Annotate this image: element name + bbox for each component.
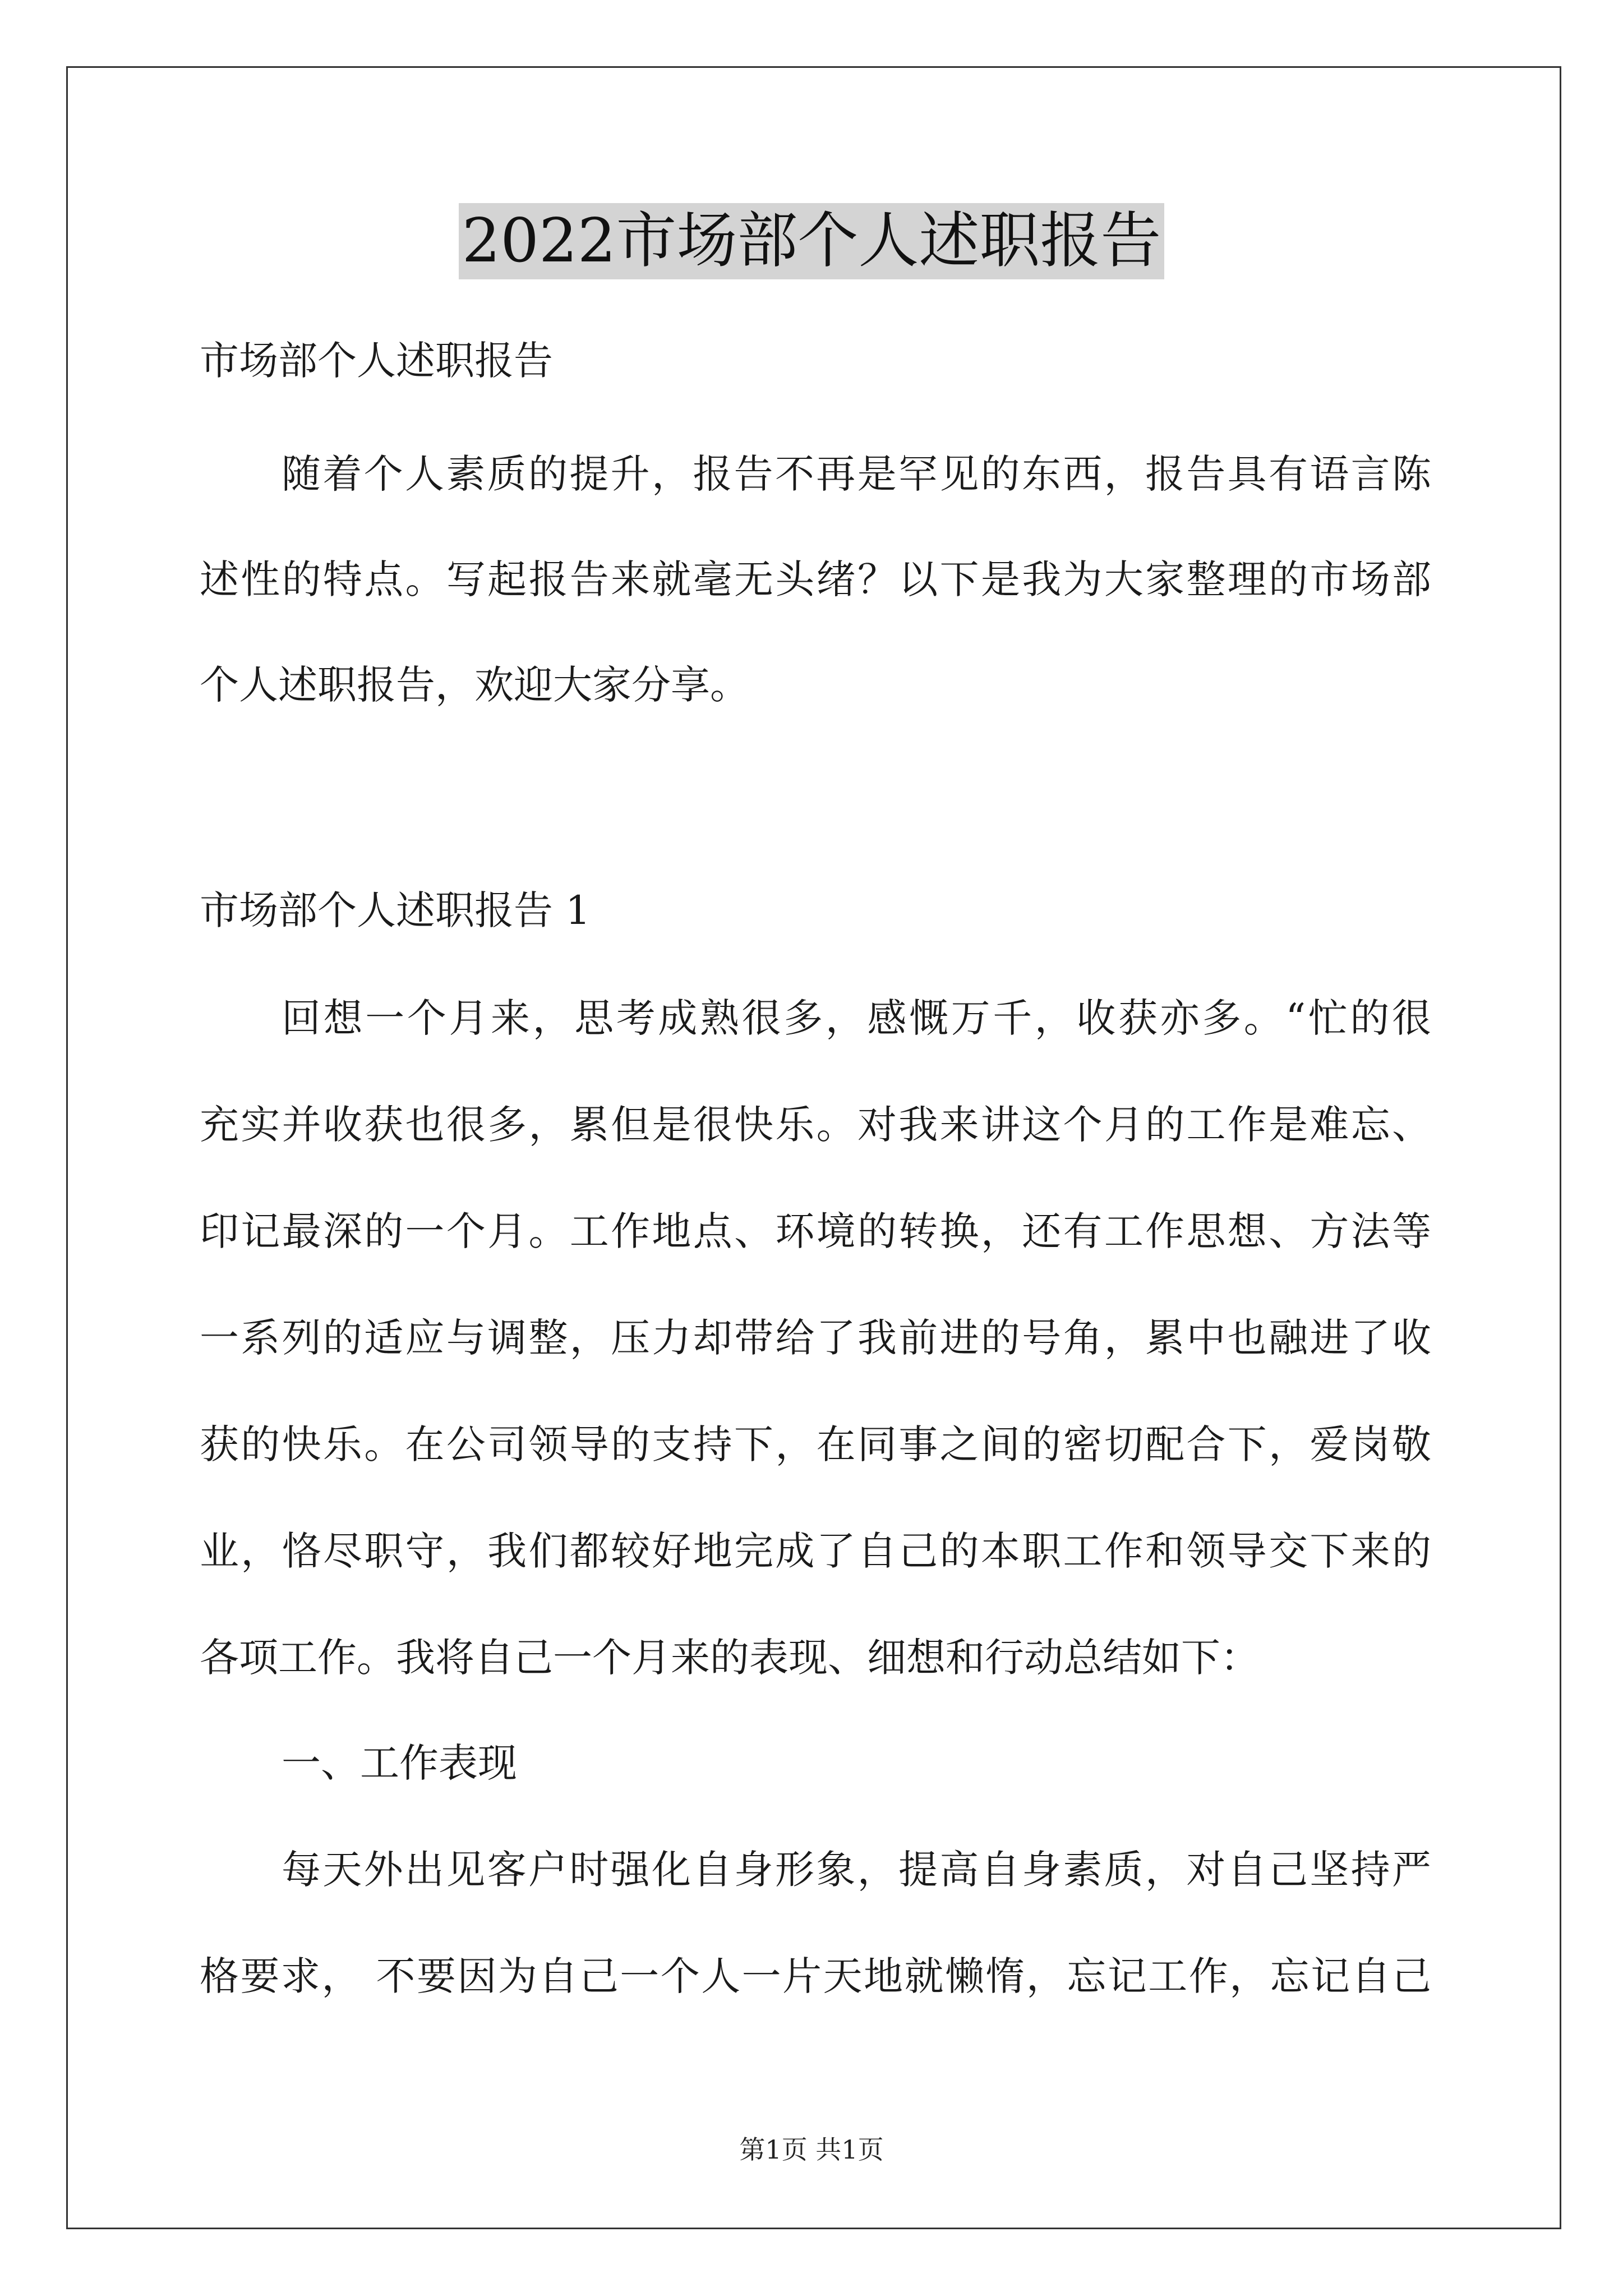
page-footer: 第1页 共1页: [739, 2134, 884, 2165]
body-line-5: 获的快乐。在公司领导的支持下，在同事之间的密切配合下，爱岗敬: [200, 1421, 1431, 1467]
para2-line-2: 格要求， 不要因为自己一个人一片天地就懒惰，忘记工作，忘记自己: [200, 1953, 1431, 1999]
intro-line-1: 随着个人素质的提升，报告不再是罕见的东西，报告具有语言陈: [282, 451, 1431, 497]
heading-work-performance: 一、工作表现: [282, 1740, 517, 1786]
title-container: [0, 203, 1623, 279]
document-title: 2022市场部个人述职报告: [459, 203, 1165, 279]
intro-line-2: 述性的特点。写起报告来就毫无头绪？以下是我为大家整理的市场部: [200, 556, 1431, 602]
body-line-1: 回想一个月来，思考成熟很多，感慨万千，收获亦多。“忙的很: [282, 995, 1431, 1041]
body-line-7: 各项工作。我将自己一个月来的表现、细想和行动总结如下：: [200, 1635, 1260, 1681]
para2-line-1: 每天外出见客户时强化自身形象，提高自身素质，对自己坚持严: [282, 1847, 1431, 1893]
body-line-4: 一系列的适应与调整，压力却带给了我前进的号角，累中也融进了收: [200, 1315, 1431, 1361]
subtitle: 市场部个人述职报告: [200, 338, 553, 384]
intro-line-3: 个人述职报告，欢迎大家分享。: [200, 662, 749, 708]
section-title: 市场部个人述职报告 1: [200, 887, 591, 933]
body-line-3: 印记最深的一个月。工作地点、环境的转换，还有工作思想、方法等: [200, 1208, 1431, 1254]
body-line-2: 充实并收获也很多，累但是很快乐。对我来讲这个月的工作是难忘、: [200, 1102, 1431, 1148]
body-line-6: 业，恪尽职守，我们都较好地完成了自己的本职工作和领导交下来的: [200, 1528, 1431, 1574]
